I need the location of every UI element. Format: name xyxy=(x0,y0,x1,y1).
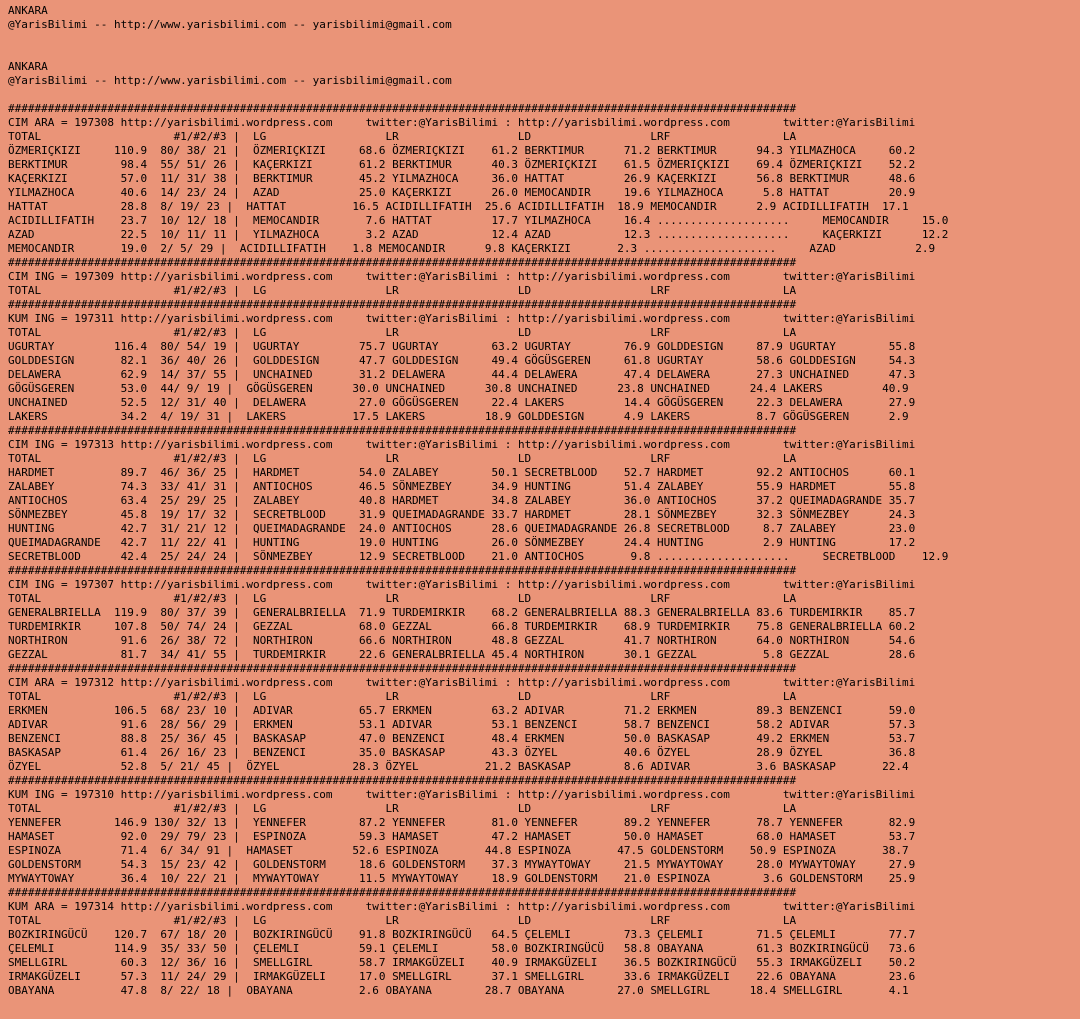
race-code: CIM ING = 197307 xyxy=(8,578,114,591)
table-row: HUNTING 42.7 31/ 21/ 12 | QUEIMADAGRANDE 24.0 ANTIOCHOS 28.6 QUEIMADAGRANDE 26.8 SECRETBLOOD 8.7 ZALABEY 23.0 xyxy=(8,522,916,535)
separator-line xyxy=(8,102,1080,116)
race-code: CIM ARA = 197312 xyxy=(8,676,114,689)
column-header: TOTAL #1/#2/#3 | LG LR LD LRF LA xyxy=(8,452,797,465)
table-row: SÖNMEZBEY 45.8 19/ 17/ 32 | SECRETBLOOD 31.9 QUEIMADAGRANDE 33.7 HARDMET 28.1 SÖNMEZBEY 32.3 SÖNMEZBEY 24.3 xyxy=(8,508,916,521)
table-row: GÖGÜSGEREN 53.0 44/ 9/ 19 | GÖGÜSGEREN 30.0 UNCHAINED 30.8 UNCHAINED 23.8 UNCHAINED 24.4 LAKERS 40.9 xyxy=(8,382,909,395)
race-code: CIM ING = 197313 xyxy=(8,438,114,451)
column-header: TOTAL #1/#2/#3 | LG LR LD LRF LA xyxy=(8,592,797,605)
table-row: ÖZMERIÇKIZI 110.9 80/ 38/ 21 | ÖZMERIÇKIZI 68.6 ÖZMERIÇKIZI 61.2 BERKTIMUR 71.2 BERKTIMUR 94.3 YILMAZHOCA 60.2 xyxy=(8,144,916,157)
table-row: ANTIOCHOS 63.4 25/ 29/ 25 | ZALABEY 40.8 HARDMET 34.8 ZALABEY 36.0 ANTIOCHOS 37.2 QUEIMADAGRANDE 35.7 xyxy=(8,494,916,507)
table-row: UNCHAINED 52.5 12/ 31/ 40 | DELAWERA 27.0 GÖGÜSGEREN 22.4 LAKERS 14.4 GÖGÜSGEREN 22.3 DELAWERA 27.9 xyxy=(8,396,916,409)
separator-line xyxy=(8,774,1080,788)
table-row: GOLDDESIGN 82.1 36/ 40/ 26 | GOLDDESIGN 47.7 GOLDDESIGN 49.4 GÖGÜSGEREN 61.8 UGURTAY 58.6 GOLDDESIGN 54.3 xyxy=(8,354,916,367)
race-code: KUM ARA = 197314 xyxy=(8,900,114,913)
table-row: BOZKIRINGÜCÜ 120.7 67/ 18/ 20 | BOZKIRINGÜCÜ 91.8 BOZKIRINGÜCÜ 64.5 ÇELEMLI 73.3 ÇELEMLI 71.5 ÇELEMLI 77.7 xyxy=(8,928,916,941)
table-row: TURDEMIRKIR 107.8 50/ 74/ 24 | GEZZAL 68.0 GEZZAL 66.8 TURDEMIRKIR 68.9 TURDEMIRKIR 75.8 GENERALBRIELLA 60.2 xyxy=(8,620,916,633)
blank-line xyxy=(8,88,1080,102)
column-header: TOTAL #1/#2/#3 | LG LR LD LRF LA xyxy=(8,690,797,703)
header-title xyxy=(8,4,1080,18)
table-row: OBAYANA 47.8 8/ 22/ 18 | OBAYANA 2.6 OBAYANA 28.7 OBAYANA 27.0 SMELLGIRL 18.4 SMELLGIRL 4.1 xyxy=(8,984,909,997)
table-row: GEZZAL 81.7 34/ 41/ 55 | TURDEMIRKIR 22.6 GENERALBRIELLA 45.4 NORTHIRON 30.1 GEZZAL 5.8 GEZZAL 28.6 xyxy=(8,648,916,661)
table-row: ERKMEN 106.5 68/ 23/ 10 | ADIVAR 65.7 ERKMEN 63.2 ADIVAR 71.2 ERKMEN 89.3 BENZENCI 59.0 xyxy=(8,704,916,717)
header-contact-text: @YarisBilimi -- http://www.yarisbilimi.com -- yarisbilimi@gmail.com xyxy=(8,18,452,31)
header-title-text: ANKARA xyxy=(8,60,48,73)
race-header xyxy=(8,900,1080,914)
separator: ####################################################################################################################### xyxy=(8,102,797,115)
table-row: BENZENCI 88.8 25/ 36/ 45 | BASKASAP 47.0 BENZENCI 48.4 ERKMEN 50.0 BASKASAP 49.2 ERKMEN 53.7 xyxy=(8,732,916,745)
table-row: YENNEFER 146.9 130/ 32/ 13 | YENNEFER 87.2 YENNEFER 81.0 YENNEFER 89.2 YENNEFER 78.7 YENNEFER 82.9 xyxy=(8,816,916,829)
race-code: KUM ING = 197310 xyxy=(8,788,114,801)
separator: ####################################################################################################################### xyxy=(8,256,797,269)
separator: ####################################################################################################################### xyxy=(8,774,797,787)
separator-line xyxy=(8,662,1080,676)
table-row: ÖZYEL 52.8 5/ 21/ 45 | ÖZYEL 28.3 ÖZYEL 21.2 BASKASAP 8.6 ADIVAR 3.6 BASKASAP 22.4 xyxy=(8,760,909,773)
race-header xyxy=(8,788,1080,802)
header-contact-text: @YarisBilimi -- http://www.yarisbilimi.com -- yarisbilimi@gmail.com xyxy=(8,74,452,87)
race-code: KUM ING = 197311 xyxy=(8,312,114,325)
header-title xyxy=(8,60,1080,74)
table-row: GENERALBRIELLA 119.9 80/ 37/ 39 | GENERALBRIELLA 71.9 TURDEMIRKIR 68.2 GENERALBRIELLA 88.3 GENERALBRIELLA 83.6 TURDEMIRKIR 85.7 xyxy=(8,606,916,619)
table-row: QUEIMADAGRANDE 42.7 11/ 22/ 41 | HUNTING 19.0 HUNTING 26.0 SÖNMEZBEY 24.4 HUNTING 2.9 HUNTING 17.2 xyxy=(8,536,916,549)
table-row: BASKASAP 61.4 26/ 16/ 23 | BENZENCI 35.0 BASKASAP 43.3 ÖZYEL 40.6 ÖZYEL 28.9 ÖZYEL 36.8 xyxy=(8,746,916,759)
blank-line xyxy=(8,32,1080,46)
race-code: CIM ARA = 197308 xyxy=(8,116,114,129)
column-header: TOTAL #1/#2/#3 | LG LR LD LRF LA xyxy=(8,130,797,143)
race-header-links: http://yarisbilimi.wordpress.com twitter:@YarisBilimi : http://yarisbilimi.wordpress.com twitter:@YarisBilimi xyxy=(113,676,916,689)
race-header-links: http://yarisbilimi.wordpress.com twitter:@YarisBilimi : http://yarisbilimi.wordpress.com twitter:@YarisBilimi xyxy=(113,900,916,913)
separator: ####################################################################################################################### xyxy=(8,662,797,675)
table-row: SMELLGIRL 60.3 12/ 36/ 16 | SMELLGIRL 58.7 IRMAKGÜZELI 40.9 IRMAKGÜZELI 36.5 BOZKIRINGÜCÜ 55.3 IRMAKGÜZELI 50.2 xyxy=(8,956,916,969)
table-row: HATTAT 28.8 8/ 19/ 23 | HATTAT 16.5 ACIDILLIFATIH 25.6 ACIDILLIFATIH 18.9 MEMOCANDIR 2.9 ACIDILLIFATIH 17.1 xyxy=(8,200,909,213)
separator-line xyxy=(8,256,1080,270)
race-header-links: http://yarisbilimi.wordpress.com twitter:@YarisBilimi : http://yarisbilimi.wordpress.com twitter:@YarisBilimi xyxy=(113,270,916,283)
race-header xyxy=(8,312,1080,326)
separator: ####################################################################################################################### xyxy=(8,424,797,437)
column-header: TOTAL #1/#2/#3 | LG LR LD LRF LA xyxy=(8,802,797,815)
table-row: YILMAZHOCA 40.6 14/ 23/ 24 | AZAD 25.0 KAÇERKIZI 26.0 MEMOCANDIR 19.6 YILMAZHOCA 5.8 HATTAT 20.9 xyxy=(8,186,916,199)
table-row: DELAWERA 62.9 14/ 37/ 55 | UNCHAINED 31.2 DELAWERA 44.4 DELAWERA 47.4 DELAWERA 27.3 UNCHAINED 47.3 xyxy=(8,368,916,381)
separator: ####################################################################################################################### xyxy=(8,886,797,899)
table-row: ZALABEY 74.3 33/ 41/ 31 | ANTIOCHOS 46.5 SÖNMEZBEY 34.9 HUNTING 51.4 ZALABEY 55.9 HARDMET 55.8 xyxy=(8,480,916,493)
race-header-links: http://yarisbilimi.wordpress.com twitter:@YarisBilimi : http://yarisbilimi.wordpress.com twitter:@YarisBilimi xyxy=(113,312,916,325)
table-row: MEMOCANDIR 19.0 2/ 5/ 29 | ACIDILLIFATIH 1.8 MEMOCANDIR 9.8 KAÇERKIZI 2.3 .................... AZAD 2.9 xyxy=(8,242,936,255)
table-row: SECRETBLOOD 42.4 25/ 24/ 24 | SÖNMEZBEY 12.9 SECRETBLOOD 21.0 ANTIOCHOS 9.8 .................... SECRETBLOOD 12.9 xyxy=(8,550,949,563)
table-row: ESPINOZA 71.4 6/ 34/ 91 | HAMASET 52.6 ESPINOZA 44.8 ESPINOZA 47.5 GOLDENSTORM 50.9 ESPINOZA 38.7 xyxy=(8,844,909,857)
race-header xyxy=(8,578,1080,592)
table-row: GOLDENSTORM 54.3 15/ 23/ 42 | GOLDENSTORM 18.6 GOLDENSTORM 37.3 MYWAYTOWAY 21.5 MYWAYTOWAY 28.0 MYWAYTOWAY 27.9 xyxy=(8,858,916,871)
race-code: CIM ING = 197309 xyxy=(8,270,114,283)
separator-line xyxy=(8,424,1080,438)
race-header xyxy=(8,676,1080,690)
separator: ####################################################################################################################### xyxy=(8,564,797,577)
race-header-links: http://yarisbilimi.wordpress.com twitter:@YarisBilimi : http://yarisbilimi.wordpress.com twitter:@YarisBilimi xyxy=(113,578,916,591)
race-header-links: http://yarisbilimi.wordpress.com twitter:@YarisBilimi : http://yarisbilimi.wordpress.com twitter:@YarisBilimi xyxy=(113,788,916,801)
separator: ####################################################################################################################### xyxy=(8,298,797,311)
header-title-text: ANKARA xyxy=(8,4,48,17)
table-row: ACIDILLIFATIH 23.7 10/ 12/ 18 | MEMOCANDIR 7.6 HATTAT 17.7 YILMAZHOCA 16.4 .................... MEMOCANDIR 15.0 xyxy=(8,214,949,227)
separator-line xyxy=(8,564,1080,578)
column-header: TOTAL #1/#2/#3 | LG LR LD LRF LA xyxy=(8,284,797,297)
table-row: AZAD 22.5 10/ 11/ 11 | YILMAZHOCA 3.2 AZAD 12.4 AZAD 12.3 .................... KAÇERKIZI 12.2 xyxy=(8,228,949,241)
header-contact xyxy=(8,74,1080,88)
table-row: KAÇERKIZI 57.0 11/ 31/ 38 | BERKTIMUR 45.2 YILMAZHOCA 36.0 HATTAT 26.9 KAÇERKIZI 56.8 BERKTIMUR 48.6 xyxy=(8,172,916,185)
table-row: BERKTIMUR 98.4 55/ 51/ 26 | KAÇERKIZI 61.2 BERKTIMUR 40.3 ÖZMERIÇKIZI 61.5 ÖZMERIÇKIZI 69.4 ÖZMERIÇKIZI 52.2 xyxy=(8,158,916,171)
race-header xyxy=(8,438,1080,452)
column-header: TOTAL #1/#2/#3 | LG LR LD LRF LA xyxy=(8,326,797,339)
race-header xyxy=(8,116,1080,130)
table-row: MYWAYTOWAY 36.4 10/ 22/ 21 | MYWAYTOWAY 11.5 MYWAYTOWAY 18.9 GOLDENSTORM 21.0 ESPINOZA 3.6 GOLDENSTORM 25.9 xyxy=(8,872,916,885)
table-row: UGURTAY 116.4 80/ 54/ 19 | UGURTAY 75.7 UGURTAY 63.2 UGURTAY 76.9 GOLDDESIGN 87.9 UGURTAY 55.8 xyxy=(8,340,916,353)
table-row: LAKERS 34.2 4/ 19/ 31 | LAKERS 17.5 LAKERS 18.9 GOLDDESIGN 4.9 LAKERS 8.7 GÖGÜSGEREN 2.9 xyxy=(8,410,909,423)
separator-line xyxy=(8,298,1080,312)
race-header xyxy=(8,270,1080,284)
table-row: NORTHIRON 91.6 26/ 38/ 72 | NORTHIRON 66.6 NORTHIRON 48.8 GEZZAL 41.7 NORTHIRON 64.0 NORTHIRON 54.6 xyxy=(8,634,916,647)
column-header: TOTAL #1/#2/#3 | LG LR LD LRF LA xyxy=(8,914,797,927)
table-row: ÇELEMLI 114.9 35/ 33/ 50 | ÇELEMLI 59.1 ÇELEMLI 58.0 BOZKIRINGÜCÜ 58.8 OBAYANA 61.3 BOZKIRINGÜCÜ 73.6 xyxy=(8,942,916,955)
table-row: ADIVAR 91.6 28/ 56/ 29 | ERKMEN 53.1 ADIVAR 53.1 BENZENCI 58.7 BENZENCI 58.2 ADIVAR 57.3 xyxy=(8,718,916,731)
table-row: HAMASET 92.0 29/ 79/ 23 | ESPINOZA 59.3 HAMASET 47.2 HAMASET 50.0 HAMASET 68.0 HAMASET 53.7 xyxy=(8,830,916,843)
table-row: IRMAKGÜZELI 57.3 11/ 24/ 29 | IRMAKGÜZELI 17.0 SMELLGIRL 37.1 SMELLGIRL 33.6 IRMAKGÜZELI 22.6 OBAYANA 23.6 xyxy=(8,970,916,983)
table-row: HARDMET 89.7 46/ 36/ 25 | HARDMET 54.0 ZALABEY 50.1 SECRETBLOOD 52.7 HARDMET 92.2 ANTIOCHOS 60.1 xyxy=(8,466,916,479)
race-header-links: http://yarisbilimi.wordpress.com twitter:@YarisBilimi : http://yarisbilimi.wordpress.com twitter:@YarisBilimi xyxy=(113,116,916,129)
blank-line xyxy=(8,46,1080,60)
race-header-links: http://yarisbilimi.wordpress.com twitter:@YarisBilimi : http://yarisbilimi.wordpress.com twitter:@YarisBilimi xyxy=(113,438,916,451)
header-contact xyxy=(8,18,1080,32)
separator-line xyxy=(8,886,1080,900)
